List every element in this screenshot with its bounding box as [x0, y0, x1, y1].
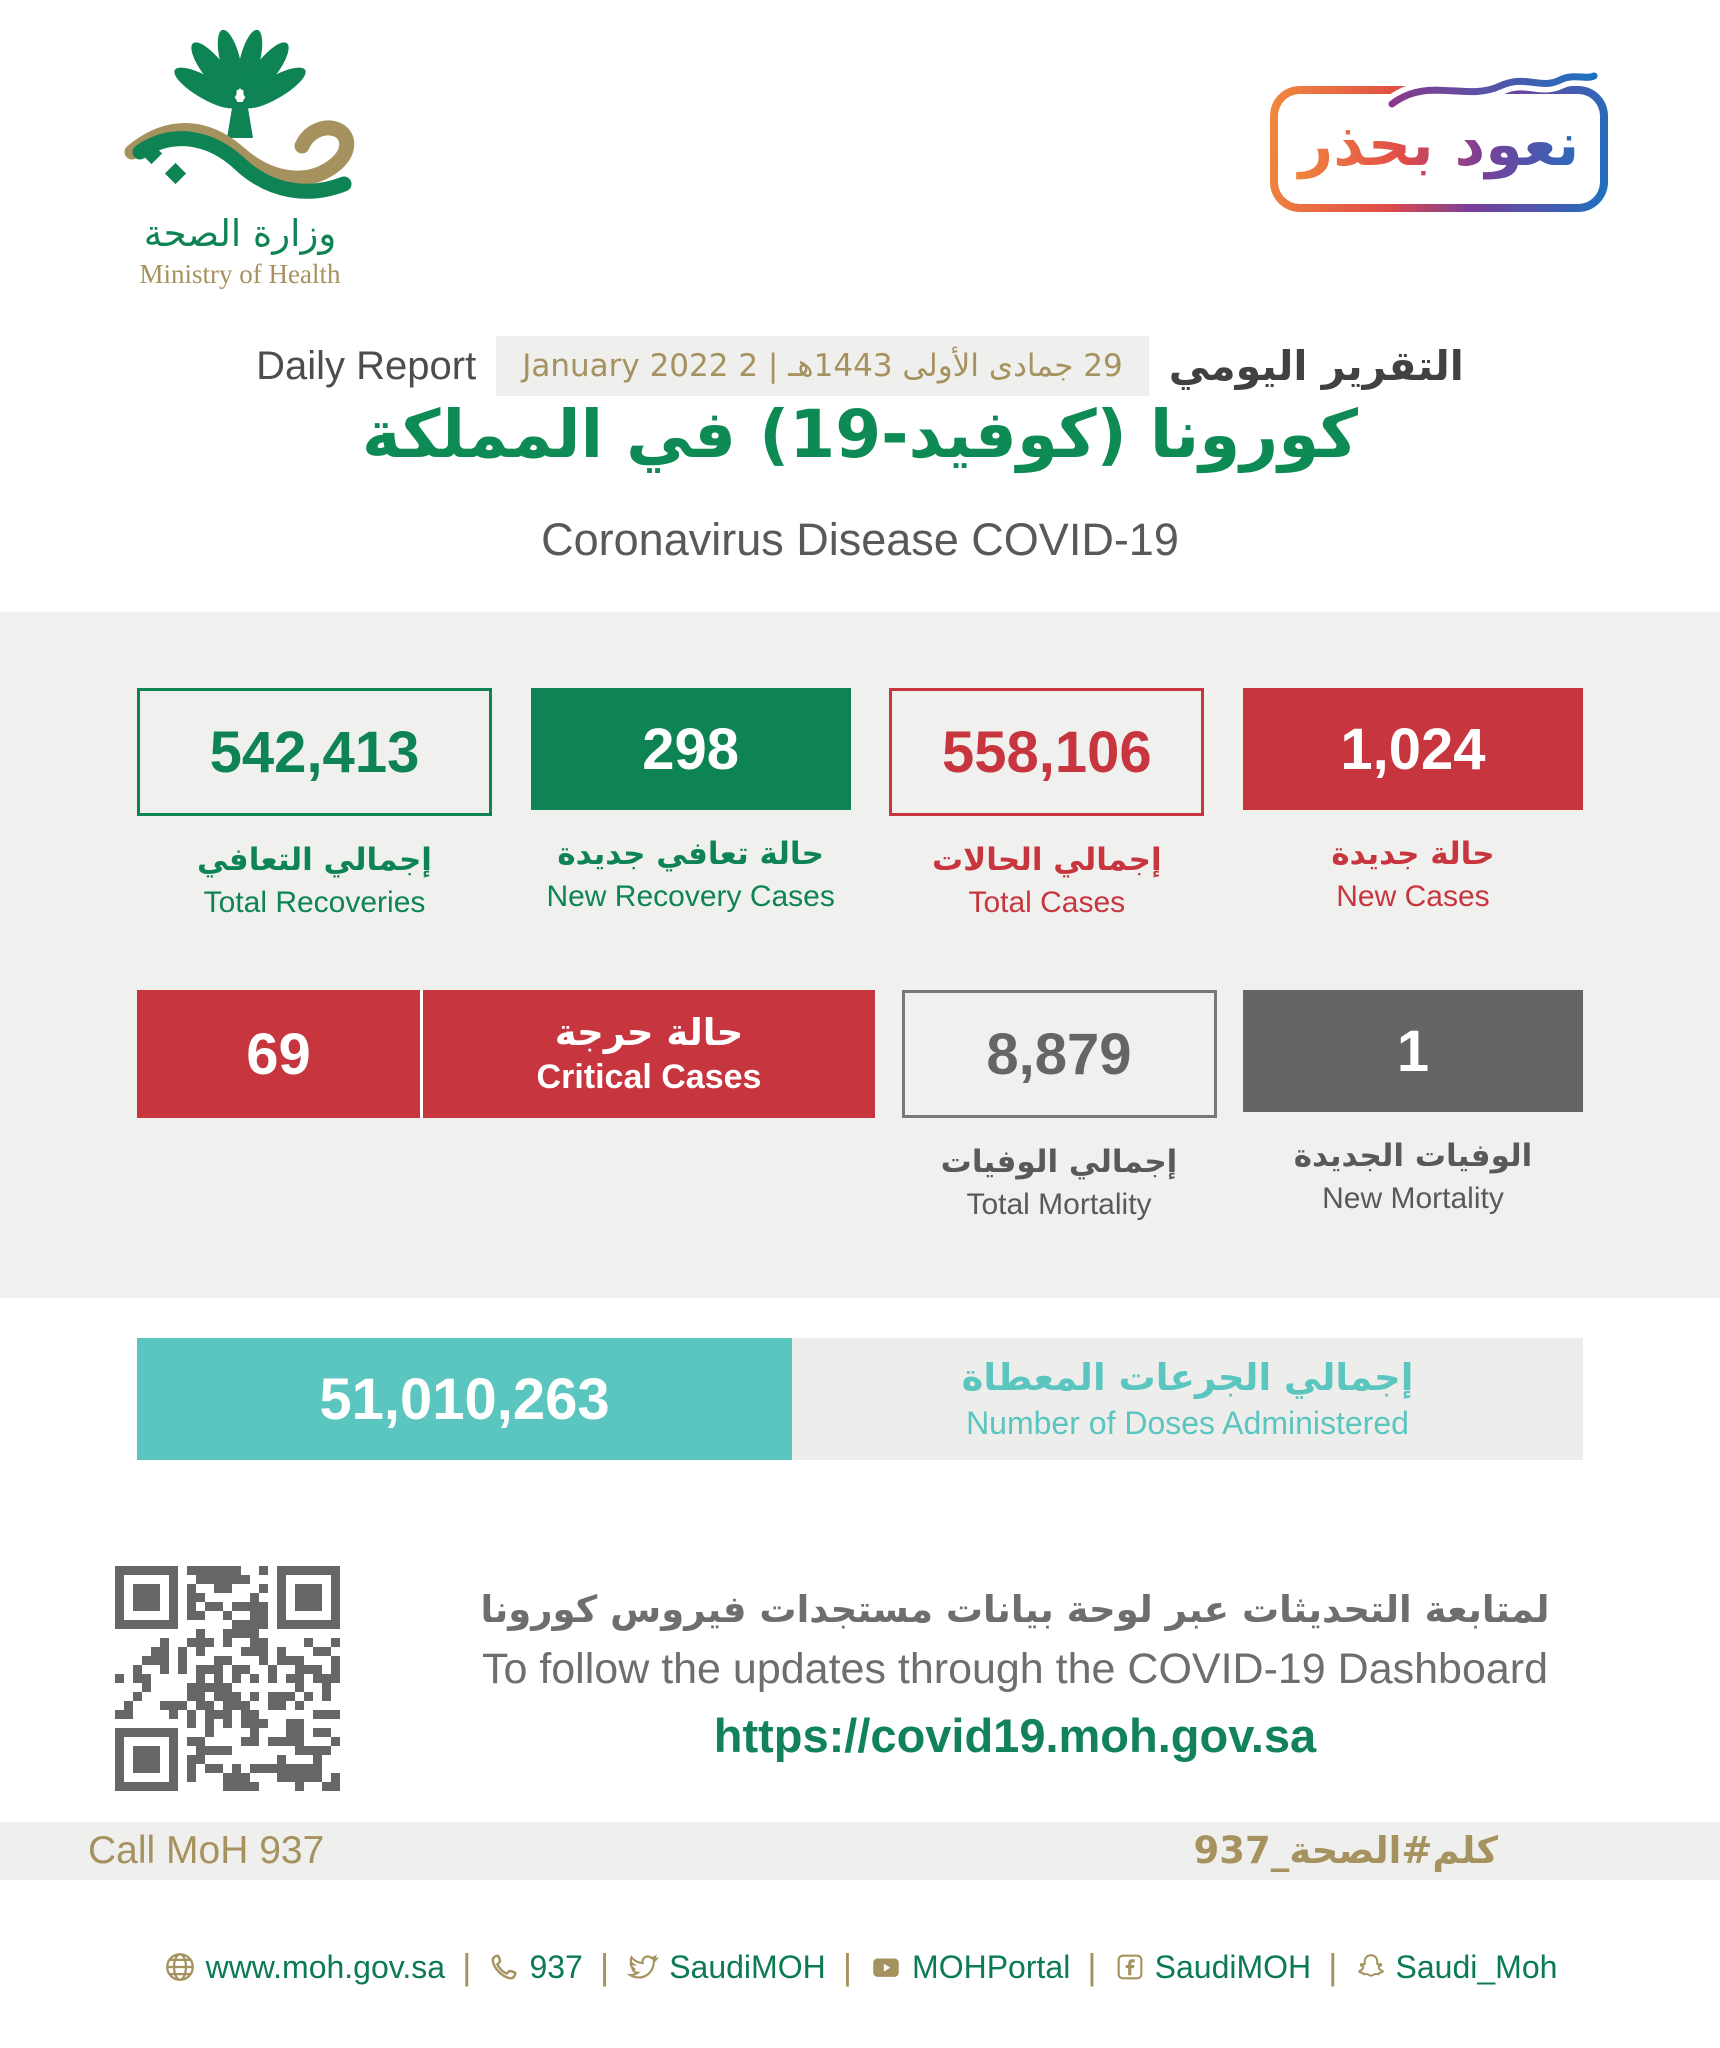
dashboard-note [330, 1588, 1700, 1763]
footer-separator: | [842, 1946, 853, 1987]
doses-value: 51,010,263 [137, 1338, 792, 1460]
total-recoveries-value: 542,413 [137, 688, 492, 816]
footer-link-facebook[interactable] [1114, 1949, 1312, 1986]
daily-report-label-ar: التقرير اليومي [1168, 342, 1464, 390]
footer-link-youtube[interactable] [869, 1949, 1070, 1986]
footer-contact-bar [0, 1946, 1720, 1988]
total-mortality-label-ar: إجمالي الوفيات [940, 1144, 1178, 1180]
moh-logo [80, 26, 400, 290]
critical-cases-label [423, 990, 875, 1118]
total-mortality-label-en: Total Mortality [966, 1188, 1152, 1221]
stat-doses-administered [137, 1338, 1583, 1460]
report-date: 29 جمادى الأولى 1443هـ | 2 January 2022 [496, 336, 1149, 396]
new-cases-label-en: New Cases [1336, 880, 1490, 913]
stat-total-recoveries [137, 688, 492, 920]
doses-label [792, 1338, 1583, 1460]
stats-row-2 [137, 990, 1583, 1222]
footer-label: SaudiMOH [669, 1948, 826, 1985]
critical-cases-label-ar: حالة حرجة [554, 1011, 744, 1054]
footer-label: SaudiMOH [1154, 1948, 1312, 1985]
footer-link-twitter[interactable] [626, 1949, 826, 1986]
footer-label: Saudi_Moh [1395, 1948, 1558, 1985]
dashboard-url-link[interactable]: https://covid19.moh.gov.sa [713, 1709, 1317, 1762]
snapchat-icon [1355, 1951, 1387, 1983]
call-moh-label-en: Call MoH 937 [88, 1829, 325, 1872]
dashboard-note-en: To follow the updates through the COVID-19 Dashboard [481, 1645, 1549, 1693]
daily-report-label-en: Daily Report [256, 343, 477, 388]
new-recovery-cases-label-en: New Recovery Cases [546, 880, 835, 913]
footer-label: MOHPortal [912, 1948, 1071, 1985]
page-title-arabic: كورونا (كوفيد-19) في المملكة [361, 396, 1359, 473]
footer-separator: | [599, 1946, 610, 1987]
total-mortality-value: 8,879 [902, 990, 1217, 1118]
stat-new-recovery-cases [531, 688, 851, 920]
new-mortality-value: 1 [1243, 990, 1583, 1112]
report-header [0, 336, 1720, 396]
new-recovery-cases-value: 298 [531, 688, 851, 810]
doses-label-en: Number of Doses Administered [966, 1405, 1409, 1441]
footer-link-website[interactable] [163, 1949, 446, 1986]
call-moh-strip [0, 1822, 1720, 1880]
call-moh-hashtag-ar: كلم#الصحة_937 [1193, 1829, 1498, 1872]
footer-label: 937 [529, 1948, 583, 1985]
statistics-panel [0, 612, 1720, 1298]
total-cases-label-ar: إجمالي الحالات [931, 842, 1162, 878]
doses-label-ar: إجمالي الجرعات المعطاة [961, 1356, 1414, 1399]
total-cases-label-en: Total Cases [968, 886, 1126, 919]
footer-separator: | [1087, 1946, 1097, 1987]
footer-separator: | [462, 1946, 472, 1987]
stat-total-cases [889, 688, 1204, 920]
qr-code [115, 1566, 340, 1791]
dashboard-note-ar: لمتابعة التحديثات عبر لوحة بيانات مستجدات فيروس كورونا [480, 1588, 1550, 1631]
page-title-english: Coronavirus Disease COVID-19 [541, 514, 1179, 565]
stats-row-1 [137, 688, 1583, 920]
footer-label: www.moh.gov.sa [205, 1948, 446, 1985]
total-cases-value: 558,106 [889, 688, 1204, 816]
total-recoveries-label-ar: إجمالي التعافي [197, 842, 432, 878]
logo-title-english: Ministry of Health [139, 259, 341, 289]
total-recoveries-label-en: Total Recoveries [203, 886, 426, 919]
new-recovery-cases-label-ar: حالة تعافي جديدة [557, 836, 824, 872]
badge-text: نعود بحذر [1270, 86, 1608, 212]
footer-link-snapchat[interactable] [1355, 1949, 1558, 1986]
phone-icon [488, 1951, 520, 1983]
stat-critical-cases [137, 990, 875, 1118]
footer-separator: | [1328, 1946, 1338, 1987]
critical-cases-value: 69 [137, 990, 423, 1118]
youtube-icon [869, 1950, 903, 1984]
critical-cases-label-en: Critical Cases [536, 1058, 762, 1096]
stat-total-mortality [902, 990, 1217, 1222]
return-with-caution-badge [1270, 86, 1608, 212]
logo-title-arabic: وزارة الصحة [143, 212, 337, 255]
moh-palm-emblem [110, 26, 370, 212]
footer-link-phone[interactable] [488, 1949, 582, 1986]
new-cases-value: 1,024 [1243, 688, 1583, 810]
globe-icon [163, 1950, 197, 1984]
facebook-icon [1114, 1951, 1146, 1983]
stat-new-mortality [1243, 990, 1583, 1222]
new-mortality-label-ar: الوفيات الجديدة [1293, 1138, 1533, 1174]
new-mortality-label-en: New Mortality [1322, 1182, 1504, 1215]
twitter-icon [626, 1950, 660, 1984]
stat-new-cases [1243, 688, 1583, 920]
new-cases-label-ar: حالة جديدة [1331, 836, 1495, 872]
